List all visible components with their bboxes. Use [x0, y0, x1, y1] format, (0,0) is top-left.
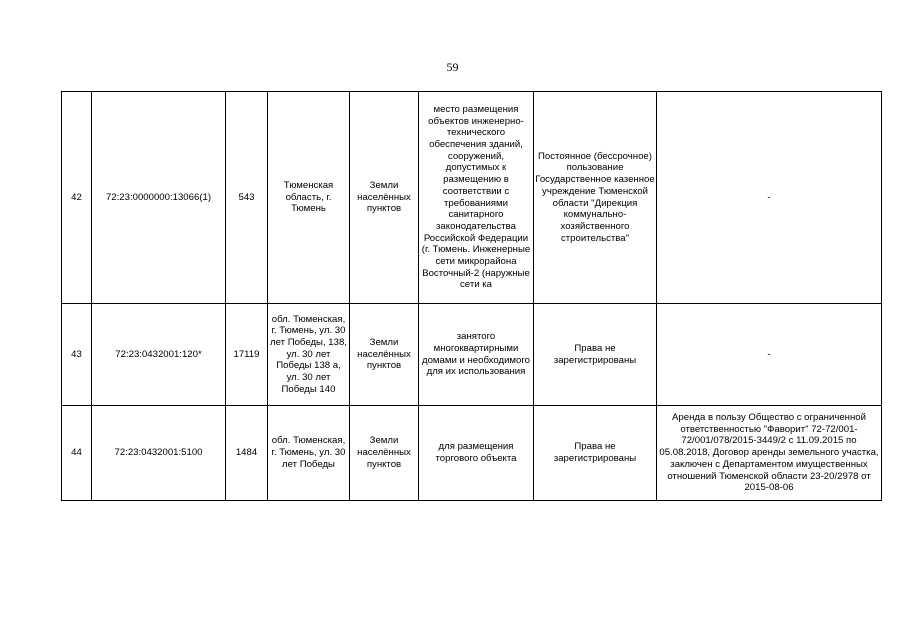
- area-cell: 17119: [226, 304, 268, 406]
- land-category-cell: Земли населённых пунктов: [350, 406, 419, 501]
- rights-cell: Права не зарегистрированы: [534, 304, 657, 406]
- land-category-cell: Земли населённых пунктов: [350, 92, 419, 304]
- area-cell: 1484: [226, 406, 268, 501]
- encumbrance-cell: Аренда в пользу Общество с ограниченной ответственностью "Фаворит" 72-72/001-72/001/078/2015-3449/2 с 11.09.2015 по 05.08.2018, Договор аренды земельного участка, заключен с Департаментом имущественных отношений Тюменской области 23-20/2978 от 2015-08-06: [657, 406, 882, 501]
- permitted-use-cell: для размещения торгового объекта: [419, 406, 534, 501]
- permitted-use-cell: место размещения объектов инженерно-технического обеспечения зданий, сооружений, допустимых к размещению в соответствии с требованиями санитарного законодательства Российской Федерации (г. Тюмень. Инженерные сети микрорайона Восточный-2 (наружные сети ка: [419, 92, 534, 304]
- rights-cell: Постоянное (бессрочное) пользование Государственное казенное учреждение Тюменской области "Дирекция коммунально-хозяйственного строительства": [534, 92, 657, 304]
- page-number: 59: [446, 60, 459, 74]
- permitted-use-cell: занятого многоквартирными домами и необходимого для их использования: [419, 304, 534, 406]
- table-row: [62, 304, 882, 406]
- table-row: [62, 92, 882, 304]
- cadastral-number-cell: 72:23:0432001:5100: [92, 406, 226, 501]
- cadastral-number-cell: 72:23:0432001:120*: [92, 304, 226, 406]
- cadastral-number-cell: 72:23:0000000:13066(1): [92, 92, 226, 304]
- land-register-table: [61, 91, 882, 501]
- area-cell: 543: [226, 92, 268, 304]
- table-row: [62, 406, 882, 501]
- location-cell: обл. Тюменская, г. Тюмень, ул. 30 лет Победы: [268, 406, 350, 501]
- rights-cell: Права не зарегистрированы: [534, 406, 657, 501]
- location-cell: обл. Тюменская, г. Тюмень, ул. 30 лет Победы, 138, ул. 30 лет Победы 138 а, ул. 30 лет Победы 140: [268, 304, 350, 406]
- encumbrance-cell: -: [657, 92, 882, 304]
- row-number-cell: 44: [62, 406, 92, 501]
- encumbrance-cell: -: [657, 304, 882, 406]
- land-category-cell: Земли населённых пунктов: [350, 304, 419, 406]
- row-number-cell: 43: [62, 304, 92, 406]
- location-cell: Тюменская область, г. Тюмень: [268, 92, 350, 304]
- row-number-cell: 42: [62, 92, 92, 304]
